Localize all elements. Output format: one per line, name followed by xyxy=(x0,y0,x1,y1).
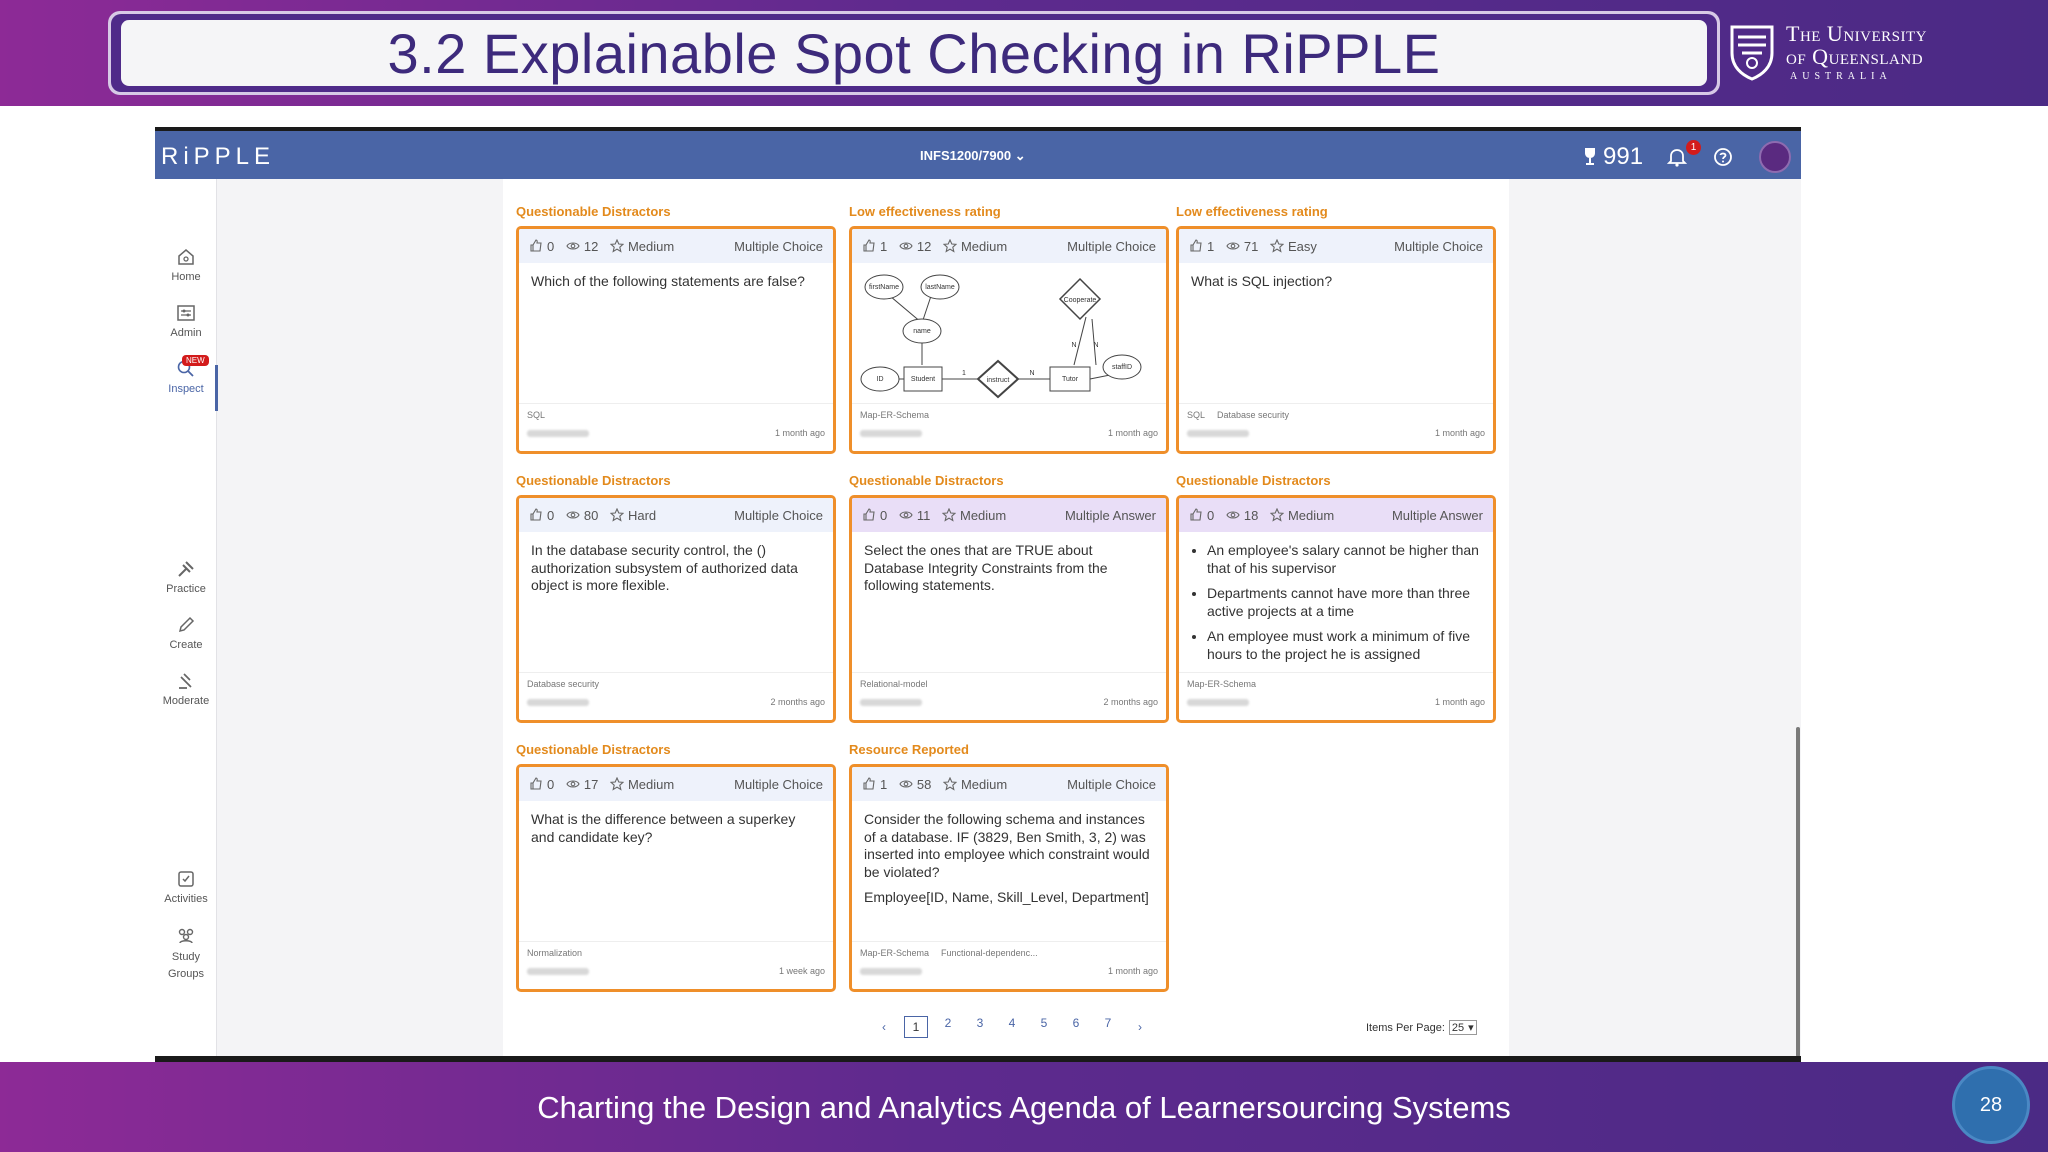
bullet-item: • Departments cannot have more than three active projects at a time xyxy=(1207,585,1481,620)
sidebar-item-label: Activities xyxy=(164,893,208,905)
card-header xyxy=(1179,498,1493,532)
card-footer xyxy=(1179,672,1493,720)
eye-icon xyxy=(899,508,913,522)
thumbs-up-icon xyxy=(862,239,876,253)
question-type: Multiple Choice xyxy=(734,507,823,523)
topic-tag[interactable]: Map-ER-Schema xyxy=(1187,679,1257,689)
er-relationship-label: Cooperate xyxy=(1063,297,1097,304)
card-header xyxy=(519,229,833,263)
chevron-down-icon: ⌄ xyxy=(1014,148,1026,163)
question-text-line: In the database security control, the () authorization subsystem of authorized data object is more flexible. xyxy=(531,542,798,593)
course-selector[interactable] xyxy=(920,148,1026,164)
course-code: INFS1200/7900 xyxy=(920,148,1012,163)
question-card-wrapper xyxy=(1176,473,1496,723)
question-type: Multiple Choice xyxy=(1394,238,1483,254)
difficulty-label: Medium xyxy=(627,776,675,792)
card-header xyxy=(852,229,1166,263)
tag-list xyxy=(1187,679,1485,689)
author-name-blurred xyxy=(527,430,589,437)
bullet-item: • An employee's salary cannot be higher than that of his supervisor xyxy=(1207,542,1481,577)
question-text xyxy=(519,532,833,613)
difficulty-label: Medium xyxy=(960,238,1008,254)
sidebar-item-home[interactable] xyxy=(155,247,217,283)
new-badge: NEW xyxy=(182,355,209,366)
question-card-wrapper xyxy=(849,473,1169,723)
page-button[interactable]: 3 xyxy=(976,1016,984,1030)
thumbs-up-icon xyxy=(1189,508,1203,522)
views-count: 80 xyxy=(583,507,599,523)
difficulty-label: Medium xyxy=(627,238,675,254)
topic-tag[interactable]: Relational-model xyxy=(860,679,928,689)
card-footer xyxy=(519,941,833,989)
star-icon xyxy=(1270,239,1284,253)
trophy-icon xyxy=(1583,147,1597,167)
question-text-line: Consider the following schema and instances of a database. IF (3829, Ben Smith, 3, 2) was inserted into employee which constraint would be violated? xyxy=(864,811,1150,880)
card-flag-label: Questionable Distractors xyxy=(516,204,671,219)
sidebar-item-label: Admin xyxy=(170,327,202,339)
card-flag-label: Resource Reported xyxy=(849,742,969,757)
ripple-logo[interactable]: RiPPLE xyxy=(161,143,276,170)
likes-count: 0 xyxy=(880,507,888,523)
author-name-blurred xyxy=(860,699,922,706)
pencil-icon xyxy=(176,615,196,635)
university-line2: of Queensland xyxy=(1786,44,1924,70)
question-card[interactable] xyxy=(849,764,1169,992)
university-line1: The University xyxy=(1786,21,1927,46)
university-line3: AUSTRALIA xyxy=(1790,71,1892,83)
page-button[interactable]: 6 xyxy=(1072,1016,1080,1030)
slide-footer: Charting the Design and Analytics Agenda of Learnersourcing Systems xyxy=(537,1090,1511,1125)
help-icon[interactable] xyxy=(1713,147,1733,167)
er-attribute-label: name xyxy=(913,328,931,335)
views-count: 17 xyxy=(583,776,599,792)
question-type: Multiple Choice xyxy=(734,238,823,254)
sidebar-item-practice[interactable] xyxy=(155,559,217,595)
question-card-wrapper xyxy=(516,742,836,992)
card-flag-label: Questionable Distractors xyxy=(516,473,671,488)
question-text xyxy=(852,801,1166,925)
thumbs-up-icon xyxy=(862,508,876,522)
question-text xyxy=(519,801,833,864)
tag-list xyxy=(527,410,825,420)
sidebar-item-admin[interactable] xyxy=(155,303,217,339)
er-diagram xyxy=(852,263,1166,412)
eye-icon xyxy=(1226,239,1240,253)
star-icon xyxy=(943,239,957,253)
question-card-wrapper xyxy=(849,742,1169,992)
page-button[interactable]: 7 xyxy=(1104,1016,1112,1030)
er-cardinality: N xyxy=(1071,342,1077,349)
timestamp: 1 month ago xyxy=(774,428,825,438)
tag-list xyxy=(1187,410,1485,420)
page-button[interactable]: 5 xyxy=(1040,1016,1048,1030)
topic-tag[interactable]: Map-ER-Schema xyxy=(860,410,930,420)
card-footer xyxy=(519,672,833,720)
sidebar-item-label: Study Groups xyxy=(167,951,205,980)
points-display[interactable] xyxy=(1583,143,1643,171)
thumbs-up-icon xyxy=(862,777,876,791)
card-footer xyxy=(519,403,833,451)
er-entity-label: Student xyxy=(910,376,936,383)
likes-count: 1 xyxy=(880,238,888,254)
active-indicator xyxy=(215,365,218,411)
author-name-blurred xyxy=(527,699,589,706)
app-navbar xyxy=(155,127,1801,179)
sidebar-item-label: Create xyxy=(169,639,203,651)
sidebar-item-create[interactable] xyxy=(155,615,217,651)
question-type: Multiple Choice xyxy=(734,776,823,792)
question-text-line: Employee[ID, Name, Skill_Level, Department] xyxy=(864,889,1149,905)
pagination xyxy=(868,1016,1156,1038)
views-count: 11 xyxy=(916,507,931,523)
university-logo xyxy=(1728,22,1927,83)
next-page-icon[interactable]: › xyxy=(1138,1020,1142,1034)
topic-tag[interactable]: Database security xyxy=(527,679,600,689)
timestamp: 1 month ago xyxy=(1434,697,1485,707)
eye-icon xyxy=(899,239,913,253)
star-icon xyxy=(610,239,624,253)
difficulty-label: Medium xyxy=(960,776,1008,792)
timestamp: 2 months ago xyxy=(1103,697,1158,707)
difficulty-label: Easy xyxy=(1287,238,1317,254)
page-button[interactable]: 2 xyxy=(944,1016,952,1030)
author-name-blurred xyxy=(860,430,922,437)
bullet-item: • An employee must work a minimum of five hours to the project he is assigned xyxy=(1207,628,1481,663)
star-icon xyxy=(942,508,956,522)
er-attribute-label: firstName xyxy=(869,284,899,291)
question-text xyxy=(1179,532,1493,681)
views-count: 12 xyxy=(916,238,932,254)
group-icon xyxy=(176,925,196,945)
question-card[interactable] xyxy=(1176,495,1496,723)
scrollbar[interactable] xyxy=(1796,727,1800,1057)
sidebar-item-study-groups[interactable] xyxy=(155,925,217,982)
likes-count: 0 xyxy=(547,238,555,254)
question-type: Multiple Answer xyxy=(1391,507,1483,523)
topic-tag[interactable]: Functional-dependenc... xyxy=(941,948,1038,958)
question-card[interactable] xyxy=(516,495,836,723)
user-avatar[interactable] xyxy=(1759,141,1791,173)
topic-tag[interactable]: Normalization xyxy=(527,948,583,958)
sidebar-item-label: Moderate xyxy=(162,695,210,707)
card-header xyxy=(519,498,833,532)
question-card-wrapper xyxy=(516,473,836,723)
tag-list xyxy=(527,948,825,958)
timestamp: 1 week ago xyxy=(778,966,825,976)
author-name-blurred xyxy=(1187,699,1249,706)
card-flag-label: Low effectiveness rating xyxy=(849,204,1001,219)
question-card-wrapper xyxy=(849,204,1169,454)
sidebar-item-activities[interactable] xyxy=(155,869,217,905)
points-value: 991 xyxy=(1603,143,1644,170)
card-flag-label: Questionable Distractors xyxy=(849,473,1004,488)
sidebar-item-inspect[interactable] xyxy=(155,356,217,395)
thumbs-up-icon xyxy=(529,777,543,791)
question-card[interactable] xyxy=(516,226,836,454)
star-icon xyxy=(943,777,957,791)
eye-icon xyxy=(566,777,580,791)
notification-badge: 1 xyxy=(1686,140,1701,155)
tag-list xyxy=(860,410,1158,420)
sidebar-item-label: Inspect xyxy=(168,383,204,395)
question-type: Multiple Choice xyxy=(1067,238,1156,254)
card-footer xyxy=(852,941,1166,989)
author-name-blurred xyxy=(1187,430,1249,437)
page-list xyxy=(900,1016,1124,1038)
title-frame xyxy=(108,11,1720,95)
question-text xyxy=(852,532,1166,613)
question-text-line: What is the difference between a superkey and candidate key? xyxy=(531,811,796,845)
tag-list xyxy=(860,948,1158,958)
sidebar xyxy=(155,179,217,1062)
question-text xyxy=(1179,263,1493,309)
topic-tag[interactable]: Map-ER-Schema xyxy=(860,948,930,958)
sidebar-item-moderate[interactable] xyxy=(155,671,217,707)
views-count: 58 xyxy=(916,776,932,792)
likes-count: 0 xyxy=(1207,507,1215,523)
er-cardinality: N xyxy=(1029,370,1035,377)
question-card[interactable] xyxy=(849,495,1169,723)
items-per-page-select[interactable] xyxy=(1449,1020,1477,1035)
home-icon xyxy=(176,247,196,267)
page-button[interactable]: 4 xyxy=(1008,1016,1016,1030)
star-icon xyxy=(610,508,624,522)
question-type: Multiple Answer xyxy=(1064,507,1156,523)
card-flag-label: Questionable Distractors xyxy=(516,742,671,757)
timestamp: 1 month ago xyxy=(1107,428,1158,438)
tag-list xyxy=(860,679,1158,689)
question-text-line: Which of the following statements are false? xyxy=(531,273,805,289)
page-button[interactable]: 1 xyxy=(904,1016,928,1038)
items-per-page-value: 25 xyxy=(1451,1021,1465,1034)
admin-icon xyxy=(176,303,196,323)
views-count: 18 xyxy=(1243,507,1259,523)
author-name-blurred xyxy=(860,968,922,975)
question-card[interactable] xyxy=(516,764,836,992)
likes-count: 0 xyxy=(547,507,555,523)
chevron-down-icon: ▾ xyxy=(1468,1022,1474,1034)
er-relationship-label: instruct xyxy=(986,377,1010,384)
uq-crest-icon xyxy=(1728,23,1776,81)
card-header xyxy=(1179,229,1493,263)
likes-count: 0 xyxy=(547,776,555,792)
question-card[interactable] xyxy=(849,226,1169,454)
er-entity-label: Tutor xyxy=(1061,376,1079,383)
timestamp: 2 months ago xyxy=(770,697,825,707)
er-attribute-label: ID xyxy=(876,376,884,383)
star-icon xyxy=(610,777,624,791)
sidebar-item-label: Practice xyxy=(166,583,206,595)
gavel-icon xyxy=(176,671,196,691)
topic-tag[interactable]: SQL xyxy=(1187,410,1206,420)
thumbs-up-icon xyxy=(1189,239,1203,253)
star-icon xyxy=(1270,508,1284,522)
topic-tag[interactable]: Database security xyxy=(1217,410,1290,420)
card-footer xyxy=(852,403,1166,451)
items-per-page xyxy=(1366,1020,1477,1035)
eye-icon xyxy=(1226,508,1240,522)
activities-icon xyxy=(176,869,196,889)
views-count: 71 xyxy=(1243,238,1259,254)
question-card-wrapper xyxy=(516,204,836,454)
eye-icon xyxy=(899,777,913,791)
card-footer xyxy=(852,672,1166,720)
slide-page-number: 28 xyxy=(1952,1066,2030,1144)
card-header xyxy=(852,498,1166,532)
thumbs-up-icon xyxy=(529,508,543,522)
likes-count: 1 xyxy=(1207,238,1215,254)
sidebar-item-label: Home xyxy=(171,271,201,283)
er-connector xyxy=(1074,317,1086,365)
thumbs-up-icon xyxy=(529,239,543,253)
er-attribute-label: staffID xyxy=(1111,364,1133,371)
views-count: 12 xyxy=(583,238,599,254)
items-per-page-label: Items Per Page: xyxy=(1366,1021,1445,1034)
question-card-wrapper xyxy=(1176,204,1496,454)
question-text-line: Select the ones that are TRUE about Database Integrity Constraints from the following statements. xyxy=(864,542,1108,593)
prev-page-icon[interactable]: ‹ xyxy=(882,1020,886,1034)
topic-tag[interactable]: SQL xyxy=(527,410,546,420)
difficulty-label: Hard xyxy=(627,507,657,523)
question-text xyxy=(519,263,833,309)
difficulty-label: Medium xyxy=(959,507,1007,523)
bell-icon[interactable] xyxy=(1667,147,1687,167)
er-cardinality: N xyxy=(1093,342,1099,349)
question-card[interactable] xyxy=(1176,226,1496,454)
card-header xyxy=(519,767,833,801)
tag-list xyxy=(527,679,825,689)
question-text-line: What is SQL injection? xyxy=(1191,273,1333,289)
card-header xyxy=(852,767,1166,801)
practice-icon xyxy=(176,559,196,579)
er-attribute-label: lastName xyxy=(925,284,955,291)
eye-icon xyxy=(566,239,580,253)
difficulty-label: Medium xyxy=(1287,507,1335,523)
author-name-blurred xyxy=(527,968,589,975)
timestamp: 1 month ago xyxy=(1107,966,1158,976)
er-cardinality: 1 xyxy=(962,370,966,377)
question-type: Multiple Choice xyxy=(1067,776,1156,792)
timestamp: 1 month ago xyxy=(1434,428,1485,438)
card-flag-label: Low effectiveness rating xyxy=(1176,204,1328,219)
er-connector xyxy=(1090,375,1110,379)
card-flag-label: Questionable Distractors xyxy=(1176,473,1331,488)
eye-icon xyxy=(566,508,580,522)
card-footer xyxy=(1179,403,1493,451)
likes-count: 1 xyxy=(880,776,888,792)
slide-title: 3.2 Explainable Spot Checking in RiPPLE xyxy=(387,21,1441,85)
